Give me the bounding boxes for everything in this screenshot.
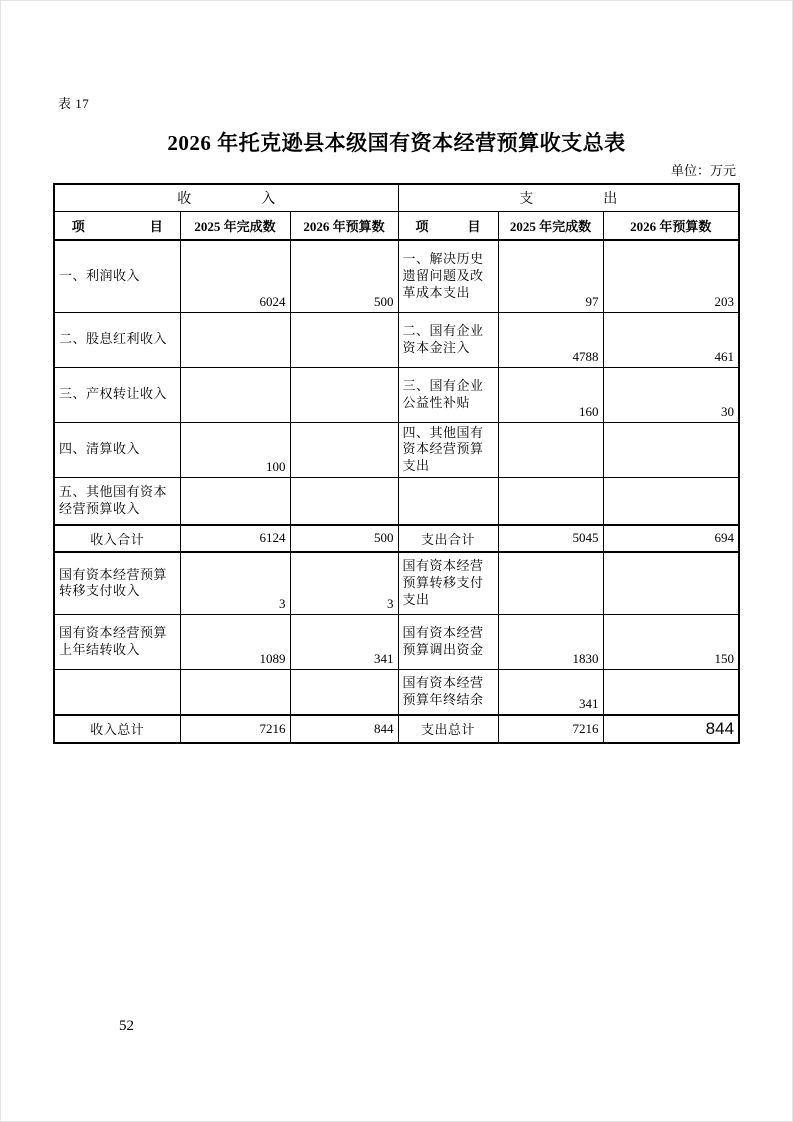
expenditure-2026-value-cell: 203 bbox=[603, 240, 739, 312]
revenue-total-2025: 7216 bbox=[180, 715, 290, 743]
revenue-subtotal-2025: 6124 bbox=[180, 525, 290, 552]
expenditure-item-cell: 国有资本经营预算年终结余 bbox=[398, 670, 498, 715]
page-number: 52 bbox=[119, 1018, 134, 1034]
expenditure-2026-column-header: 2026 年预算数 bbox=[603, 211, 739, 240]
expenditure-2026-value-cell bbox=[603, 670, 739, 715]
expenditure-2026-value-cell: 30 bbox=[603, 367, 739, 422]
expenditure-2025-value-cell: 97 bbox=[498, 240, 603, 312]
revenue-subtotal-2026: 500 bbox=[290, 525, 398, 552]
expenditure-item-cell: 一、解决历史遗留问题及改革成本支出 bbox=[398, 240, 498, 312]
revenue-2026-value-cell: 341 bbox=[290, 615, 398, 670]
expenditure-item-cell: 四、其他国有资本经营预算支出 bbox=[398, 422, 498, 478]
revenue-2026-value-cell bbox=[290, 422, 398, 478]
revenue-subtotal-label: 收入合计 bbox=[54, 525, 180, 552]
expenditure-total-label: 支出总计 bbox=[398, 715, 498, 743]
revenue-total-label: 收入总计 bbox=[54, 715, 180, 743]
revenue-2026-value-cell bbox=[290, 670, 398, 715]
revenue-2026-value-cell bbox=[290, 367, 398, 422]
table-row bbox=[54, 552, 739, 615]
revenue-item-column-header: 项 目 bbox=[54, 211, 180, 240]
unit-note: 单位：万元 bbox=[670, 163, 736, 178]
expenditure-2026-value-cell: 461 bbox=[603, 312, 739, 367]
expenditure-2025-column-header: 2025 年完成数 bbox=[498, 211, 603, 240]
budget-table bbox=[53, 183, 740, 744]
expenditure-item-column-header: 项 目 bbox=[398, 211, 498, 240]
expenditure-2026-value-cell: 150 bbox=[603, 615, 739, 670]
table-row bbox=[54, 670, 739, 715]
revenue-2025-column-header: 2025 年完成数 bbox=[180, 211, 290, 240]
expenditure-total-2026: 844 bbox=[603, 715, 739, 743]
column-header-row bbox=[54, 211, 739, 240]
table-row bbox=[54, 240, 739, 312]
revenue-2025-value-cell bbox=[180, 670, 290, 715]
expenditure-subtotal-2025: 5045 bbox=[498, 525, 603, 552]
expenditure-2025-value-cell: 341 bbox=[498, 670, 603, 715]
expenditure-2025-value-cell bbox=[498, 552, 603, 615]
revenue-2026-value-cell: 3 bbox=[290, 552, 398, 615]
revenue-2026-value-cell bbox=[290, 478, 398, 525]
expenditure-item-cell: 三、国有企业公益性补贴 bbox=[398, 367, 498, 422]
revenue-2026-column-header: 2026 年预算数 bbox=[290, 211, 398, 240]
table-row bbox=[54, 367, 739, 422]
expenditure-subtotal-label: 支出合计 bbox=[398, 525, 498, 552]
revenue-section-header: 收 入 bbox=[54, 184, 398, 211]
subtotal-row bbox=[54, 525, 739, 552]
expenditure-2025-value-cell: 160 bbox=[498, 367, 603, 422]
revenue-item-cell: 国有资本经营预算上年结转收入 bbox=[54, 615, 180, 670]
total-row bbox=[54, 715, 739, 743]
expenditure-section-header: 支 出 bbox=[398, 184, 739, 211]
expenditure-2025-value-cell bbox=[498, 422, 603, 478]
section-header-row bbox=[54, 184, 739, 211]
table-row bbox=[54, 615, 739, 670]
expenditure-subtotal-2026: 694 bbox=[603, 525, 739, 552]
revenue-2025-value-cell: 1089 bbox=[180, 615, 290, 670]
revenue-item-cell: 三、产权转让收入 bbox=[54, 367, 180, 422]
expenditure-2026-value-cell bbox=[603, 552, 739, 615]
revenue-item-cell: 一、利润收入 bbox=[54, 240, 180, 312]
table-row bbox=[54, 312, 739, 367]
revenue-2025-value-cell bbox=[180, 367, 290, 422]
expenditure-total-2025: 7216 bbox=[498, 715, 603, 743]
expenditure-item-cell: 国有资本经营预算转移支付支出 bbox=[398, 552, 498, 615]
expenditure-2025-value-cell bbox=[498, 478, 603, 525]
expenditure-2026-value-cell bbox=[603, 478, 739, 525]
revenue-item-cell: 四、清算收入 bbox=[54, 422, 180, 478]
revenue-2026-value-cell bbox=[290, 312, 398, 367]
expenditure-item-cell: 二、国有企业资本金注入 bbox=[398, 312, 498, 367]
revenue-item-cell bbox=[54, 670, 180, 715]
revenue-2025-value-cell: 3 bbox=[180, 552, 290, 615]
expenditure-2026-value-cell bbox=[603, 422, 739, 478]
revenue-item-cell: 五、其他国有资本经营预算收入 bbox=[54, 478, 180, 525]
expenditure-2025-value-cell: 4788 bbox=[498, 312, 603, 367]
expenditure-item-cell: 国有资本经营预算调出资金 bbox=[398, 615, 498, 670]
table-label: 表 17 bbox=[58, 96, 90, 111]
revenue-2025-value-cell: 100 bbox=[180, 422, 290, 478]
expenditure-2025-value-cell: 1830 bbox=[498, 615, 603, 670]
revenue-2025-value-cell bbox=[180, 312, 290, 367]
revenue-2025-value-cell bbox=[180, 478, 290, 525]
expenditure-item-cell bbox=[398, 478, 498, 525]
table-row bbox=[54, 478, 739, 525]
revenue-2025-value-cell: 6024 bbox=[180, 240, 290, 312]
page-title: 2026 年托克逊县本级国有资本经营预算收支总表 bbox=[167, 131, 626, 155]
revenue-item-cell: 国有资本经营预算转移支付收入 bbox=[54, 552, 180, 615]
revenue-total-2026: 844 bbox=[290, 715, 398, 743]
revenue-item-cell: 二、股息红利收入 bbox=[54, 312, 180, 367]
revenue-2026-value-cell: 500 bbox=[290, 240, 398, 312]
table-row bbox=[54, 422, 739, 478]
